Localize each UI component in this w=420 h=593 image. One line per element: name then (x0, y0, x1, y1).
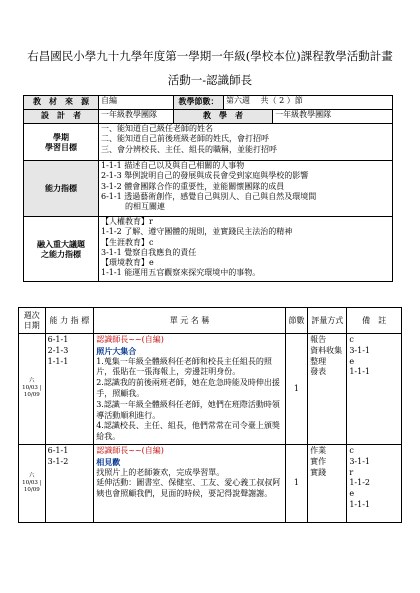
ability-list (99, 161, 393, 217)
unit-line: 3.認識一年級全體級科任老師，她們在班際活動時領 (96, 399, 280, 409)
ability-code: 3-1-2 (47, 456, 69, 466)
remark-item: r (349, 467, 354, 477)
goals-list (99, 124, 393, 161)
unit-line: 手，照顧我。 (96, 388, 145, 398)
header-assessment: 評量方式 (308, 308, 347, 334)
ability-item: 3-1-2 體會團隊合作的重要性，並能關懷團隊的成員 (101, 181, 285, 191)
remarks-cell (347, 444, 402, 522)
info-table (23, 95, 393, 282)
unit-subtitle: 照片大集合 (96, 345, 137, 356)
ability-item: 的相互關連 (101, 202, 165, 212)
unit-subtitle: 相見歡 (96, 456, 121, 467)
goal-item: 二、能知道自己前後班級老師的姓氏，會打招呼 (101, 134, 269, 144)
unit-line: 找照片上的老師簽欢，完成學習單。 (96, 467, 225, 477)
unit-line: 片，張貼在一張海報上，旁邊註明身份。 (96, 367, 241, 377)
ability-item: 6-1-1 透過藝術創作，感覺自己與別人、自己與自然及環境間 (101, 191, 317, 201)
remark-item: c (349, 445, 354, 455)
sessions-cell: 1 (285, 444, 307, 522)
remark-item: 3-1-1 (349, 456, 371, 466)
goals-label-line2: 學習目標 (45, 142, 77, 152)
issue-item: 【生涯教育】c (101, 237, 154, 247)
sessions-cell: 1 (285, 334, 307, 445)
sessions-value: 第六週 共（ 2 ）節 (224, 96, 393, 110)
remark-item: 3-1-1 (349, 345, 371, 355)
assessment-item: 作業 (310, 445, 327, 455)
assessment-cell (308, 334, 347, 445)
ability-code: 1-1-1 (47, 356, 69, 366)
assessment-item: 整理 (310, 356, 327, 366)
issues-label-line1: 融入重大議題 (37, 238, 85, 249)
unit-line: 給我。 (96, 432, 121, 442)
assessment-item: 資料收集 (310, 345, 343, 355)
goal-item: 三、會分辨校長、主任、組長的職稱，並能打招呼 (101, 144, 277, 154)
material-label: 教 材 來 源 (24, 96, 99, 110)
teacher-label: 教 學 者 (174, 110, 273, 124)
remark-item: 1-1-2 (349, 478, 371, 488)
issues-label (24, 217, 99, 282)
week-cell: 六 10/03 | 10/09 (19, 444, 46, 522)
issue-item: 1-1-2 了解、遵守團體的規則，並實踐民主法治的精神 (101, 227, 293, 237)
unit-cell (94, 334, 286, 445)
schedule-table (18, 307, 402, 523)
issue-item: 【環境教育】e (101, 258, 154, 268)
issue-item: 3-1-1 覺察自我應負的責任 (101, 247, 197, 257)
header-unit: 單 元 名 稱 (94, 308, 286, 334)
issues-list (99, 217, 393, 282)
remark-item: c (349, 335, 354, 344)
assessment-item: 實踐 (310, 467, 327, 477)
table-row (19, 334, 402, 445)
unit-line: 1.蒐集一年級全體級科任老師和校長主任組長的照 (96, 356, 272, 366)
issues-label-line2: 之能力指標 (41, 249, 81, 259)
assessment-item: 實作 (310, 456, 327, 466)
remark-item: e (349, 356, 355, 366)
unit-title: 認識師長~~(自編) (96, 445, 164, 455)
activity-title: 活動一-認識師長 (167, 73, 253, 87)
goals-label-line1: 學期 (53, 131, 69, 142)
week-cell: 六 10/03 | 10/09 (19, 334, 46, 445)
remarks-cell (347, 334, 402, 445)
ability-code: 2-1-3 (47, 345, 69, 355)
ability-item: 1-1-1 描述自己以及與自己相關的人事物 (101, 161, 245, 170)
unit-cell (94, 444, 286, 522)
ability-label: 能力指標 (24, 161, 99, 217)
assessment-cell (308, 444, 347, 522)
sessions-label: 教學節數： (174, 96, 224, 110)
header-remarks: 備 註 (347, 308, 402, 334)
unit-line: 姨也會照顧我們，見面的時候，要記得說聲謝謝。 (96, 489, 273, 499)
ability-code: 6-1-1 (47, 335, 69, 344)
unit-line: 導活動順利進行。 (96, 410, 161, 420)
document-title: 右昌國民小學九十九學年度第一學期一年級(學校本位)課程教學活動計畫 (27, 49, 393, 63)
ability-item: 2-1-3 舉例說明自己的發展與成長會受到家庭與學校的影響 (101, 171, 309, 181)
unit-title: 認識師長~~(自編) (96, 335, 164, 344)
assessment-item: 發表 (310, 367, 327, 377)
material-value: 自編 (99, 96, 174, 110)
assessment-item: 報告 (310, 335, 327, 344)
ability-code: 6-1-1 (47, 445, 69, 455)
remark-item: 1-1-1 (349, 499, 371, 509)
unit-line: 4.認識校長、主任、組長，他們常常在司令臺上頒獎 (96, 421, 280, 431)
issue-item: 【人權教育】r (101, 217, 153, 226)
designer-label: 設 計 者 (24, 110, 99, 124)
issue-item: 1-1-1 能運用五官觀察來探究環境中的事物。 (101, 268, 261, 278)
unit-line: 2.認識我的前後兩班老師，她在危急時能及時伸出援 (96, 378, 280, 388)
header-week: 週次日期 (19, 308, 46, 334)
ability-cell (45, 334, 94, 445)
designer-value: 一年級教學團隊 (99, 110, 174, 124)
remark-item: e (349, 489, 355, 499)
remark-item: 1-1-1 (349, 367, 371, 377)
unit-line: 延伸活動：圖書室、保健室、工友、愛心義工叔叔阿 (96, 478, 281, 488)
goals-label (24, 124, 99, 161)
teacher-value: 一年級教學團隊 (273, 110, 393, 124)
ability-cell (45, 444, 94, 522)
table-row (19, 444, 402, 522)
header-sessions: 節數 (285, 308, 307, 334)
goal-item: 一、能知道自己級任老師的姓名 (101, 124, 213, 133)
header-ability: 能 力 指 標 (45, 308, 94, 334)
